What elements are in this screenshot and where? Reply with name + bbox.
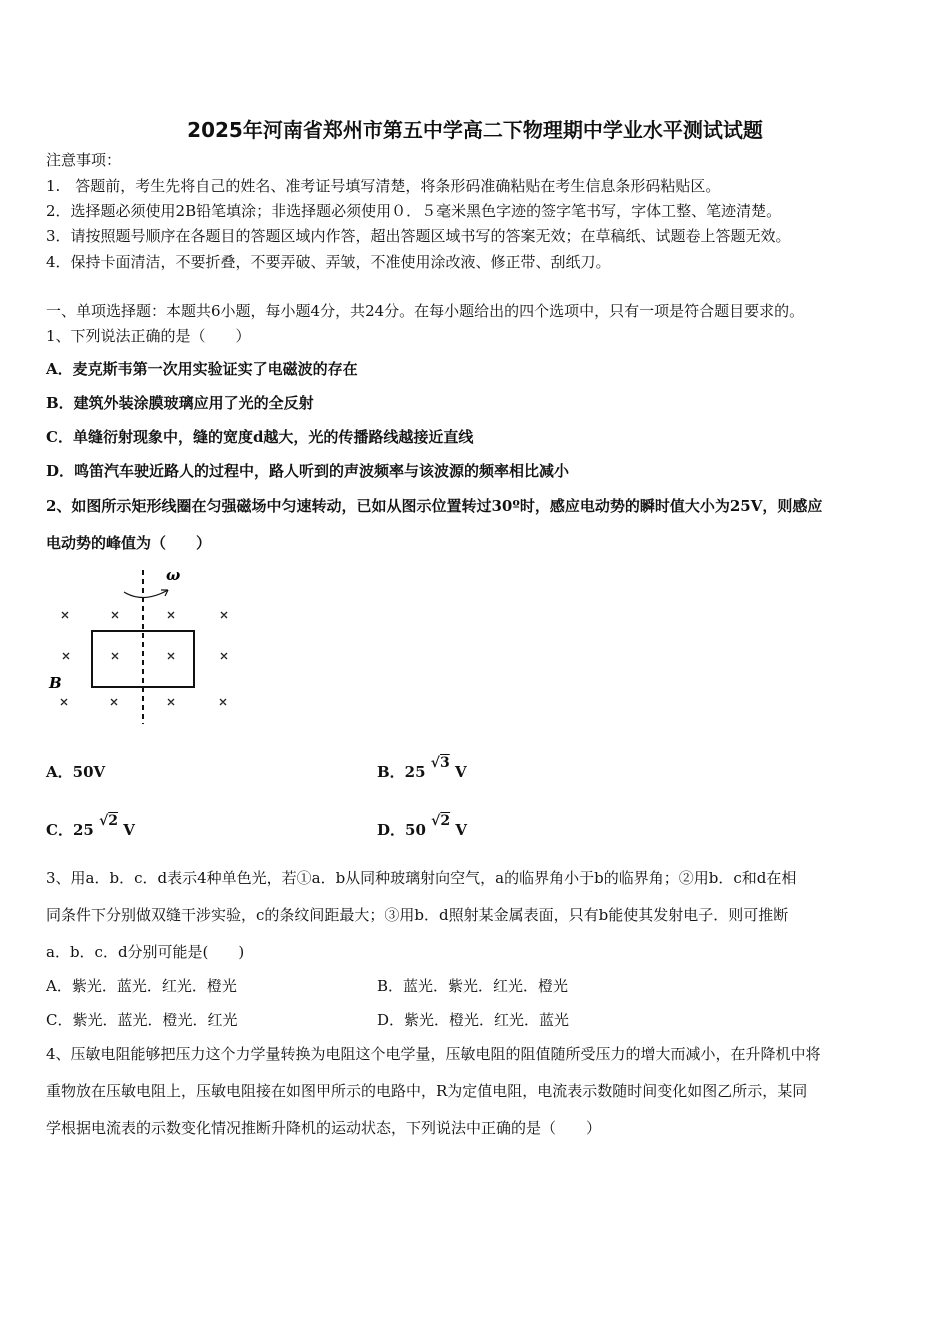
- question-4-stem-cont: 重物放在压敏电阻上，压敏电阻接在如图甲所示的电路中，R为定值电阻，电流表示数随时间变化如图乙所示，某同: [46, 1082, 808, 1100]
- q2-option-d: D．50 √2 V: [377, 813, 467, 839]
- question-3-stem-cont: a．b．c．d分别可能是( ): [46, 943, 245, 961]
- q3-option-d: D．紫光．橙光．红光．蓝光: [377, 1011, 570, 1029]
- q2-option-b: B．25 √3 V: [377, 755, 467, 781]
- notice-item: 4．保持卡面清洁，不要折叠，不要弄破、弄皱，不准使用涂改液、修正带、刮纸刀。: [46, 253, 611, 271]
- notice-item: 3．请按照题号顺序在各题目的答题区域内作答，超出答题区域书写的答案无效；在草稿纸、试题卷上答题无效。: [46, 227, 791, 245]
- b-field-label: B: [49, 674, 62, 692]
- q3-option-a: A．紫光．蓝光．红光．橙光: [46, 977, 237, 995]
- rotating-coil-figure: [46, 562, 246, 727]
- question-1-stem: 1、下列说法正确的是（ ）: [46, 327, 251, 345]
- q1-option-d: D．鸣笛汽车驶近路人的过程中，路人听到的声波频率与该波源的频率相比减小: [46, 462, 570, 480]
- page-title: 2025年河南省郑州市第五中学高二下物理期中学业水平测试试题: [187, 118, 763, 142]
- q1-option-c: C．单缝衍射现象中，缝的宽度d越大，光的传播路线越接近直线: [46, 428, 474, 446]
- q1-option-a: A．麦克斯韦第一次用实验证实了电磁波的存在: [46, 360, 358, 378]
- question-4-stem-cont: 学根据电流表的示数变化情况推断升降机的运动状态，下列说法中正确的是（ ）: [46, 1119, 602, 1137]
- question-3-stem-cont: 同条件下分别做双缝干涉实验，c的条纹间距最大；③用b．d照射某金属表面，只有b能使其发射电子．则可推断: [46, 906, 789, 924]
- rotation-arrow-icon: [124, 590, 168, 598]
- notice-item: 1. 答题前，考生先将自己的姓名、准考证号填写清楚，将条形码准确粘贴在考生信息条形码粘贴区。: [46, 177, 721, 195]
- q2-option-c: C．25 √2 V: [46, 813, 135, 839]
- section-heading: 一、单项选择题：本题共6小题，每小题4分，共24分。在每小题给出的四个选项中，只有一项是符合题目要求的。: [46, 302, 805, 320]
- question-2-stem: 2、如图所示矩形线圈在匀强磁场中匀速转动，已如从图示位置转过30º时，感应电动势的瞬时值大小为25V，则感应: [46, 497, 823, 515]
- q3-option-b: B．蓝光．紫光．红光．橙光: [377, 977, 569, 995]
- question-2-stem-cont: 电动势的峰值为（ ）: [46, 534, 212, 552]
- q3-option-c: C．紫光．蓝光．橙光．红光: [46, 1011, 238, 1029]
- q1-option-b: B．建筑外装涂膜玻璃应用了光的全反射: [46, 394, 314, 412]
- notice-heading: 注意事项：: [46, 151, 122, 169]
- question-3-stem: 3、用a．b．c．d表示4种单色光，若①a．b从同种玻璃射向空气，a的临界角小于b的临界角；②用b．c和d在相: [46, 869, 797, 887]
- q2-option-a: A．50V: [46, 763, 106, 781]
- question-4-stem: 4、压敏电阻能够把压力这个力学量转换为电阻这个电学量，压敏电阻的阻值随所受压力的增大而减小，在升降机中将: [46, 1045, 821, 1063]
- notice-item: 2．选择题必须使用2B铅笔填涂；非选择题必须使用０．５毫米黑色字迹的签字笔书写，字体工整、笔迹清楚。: [46, 202, 782, 220]
- omega-label: ω: [166, 566, 181, 584]
